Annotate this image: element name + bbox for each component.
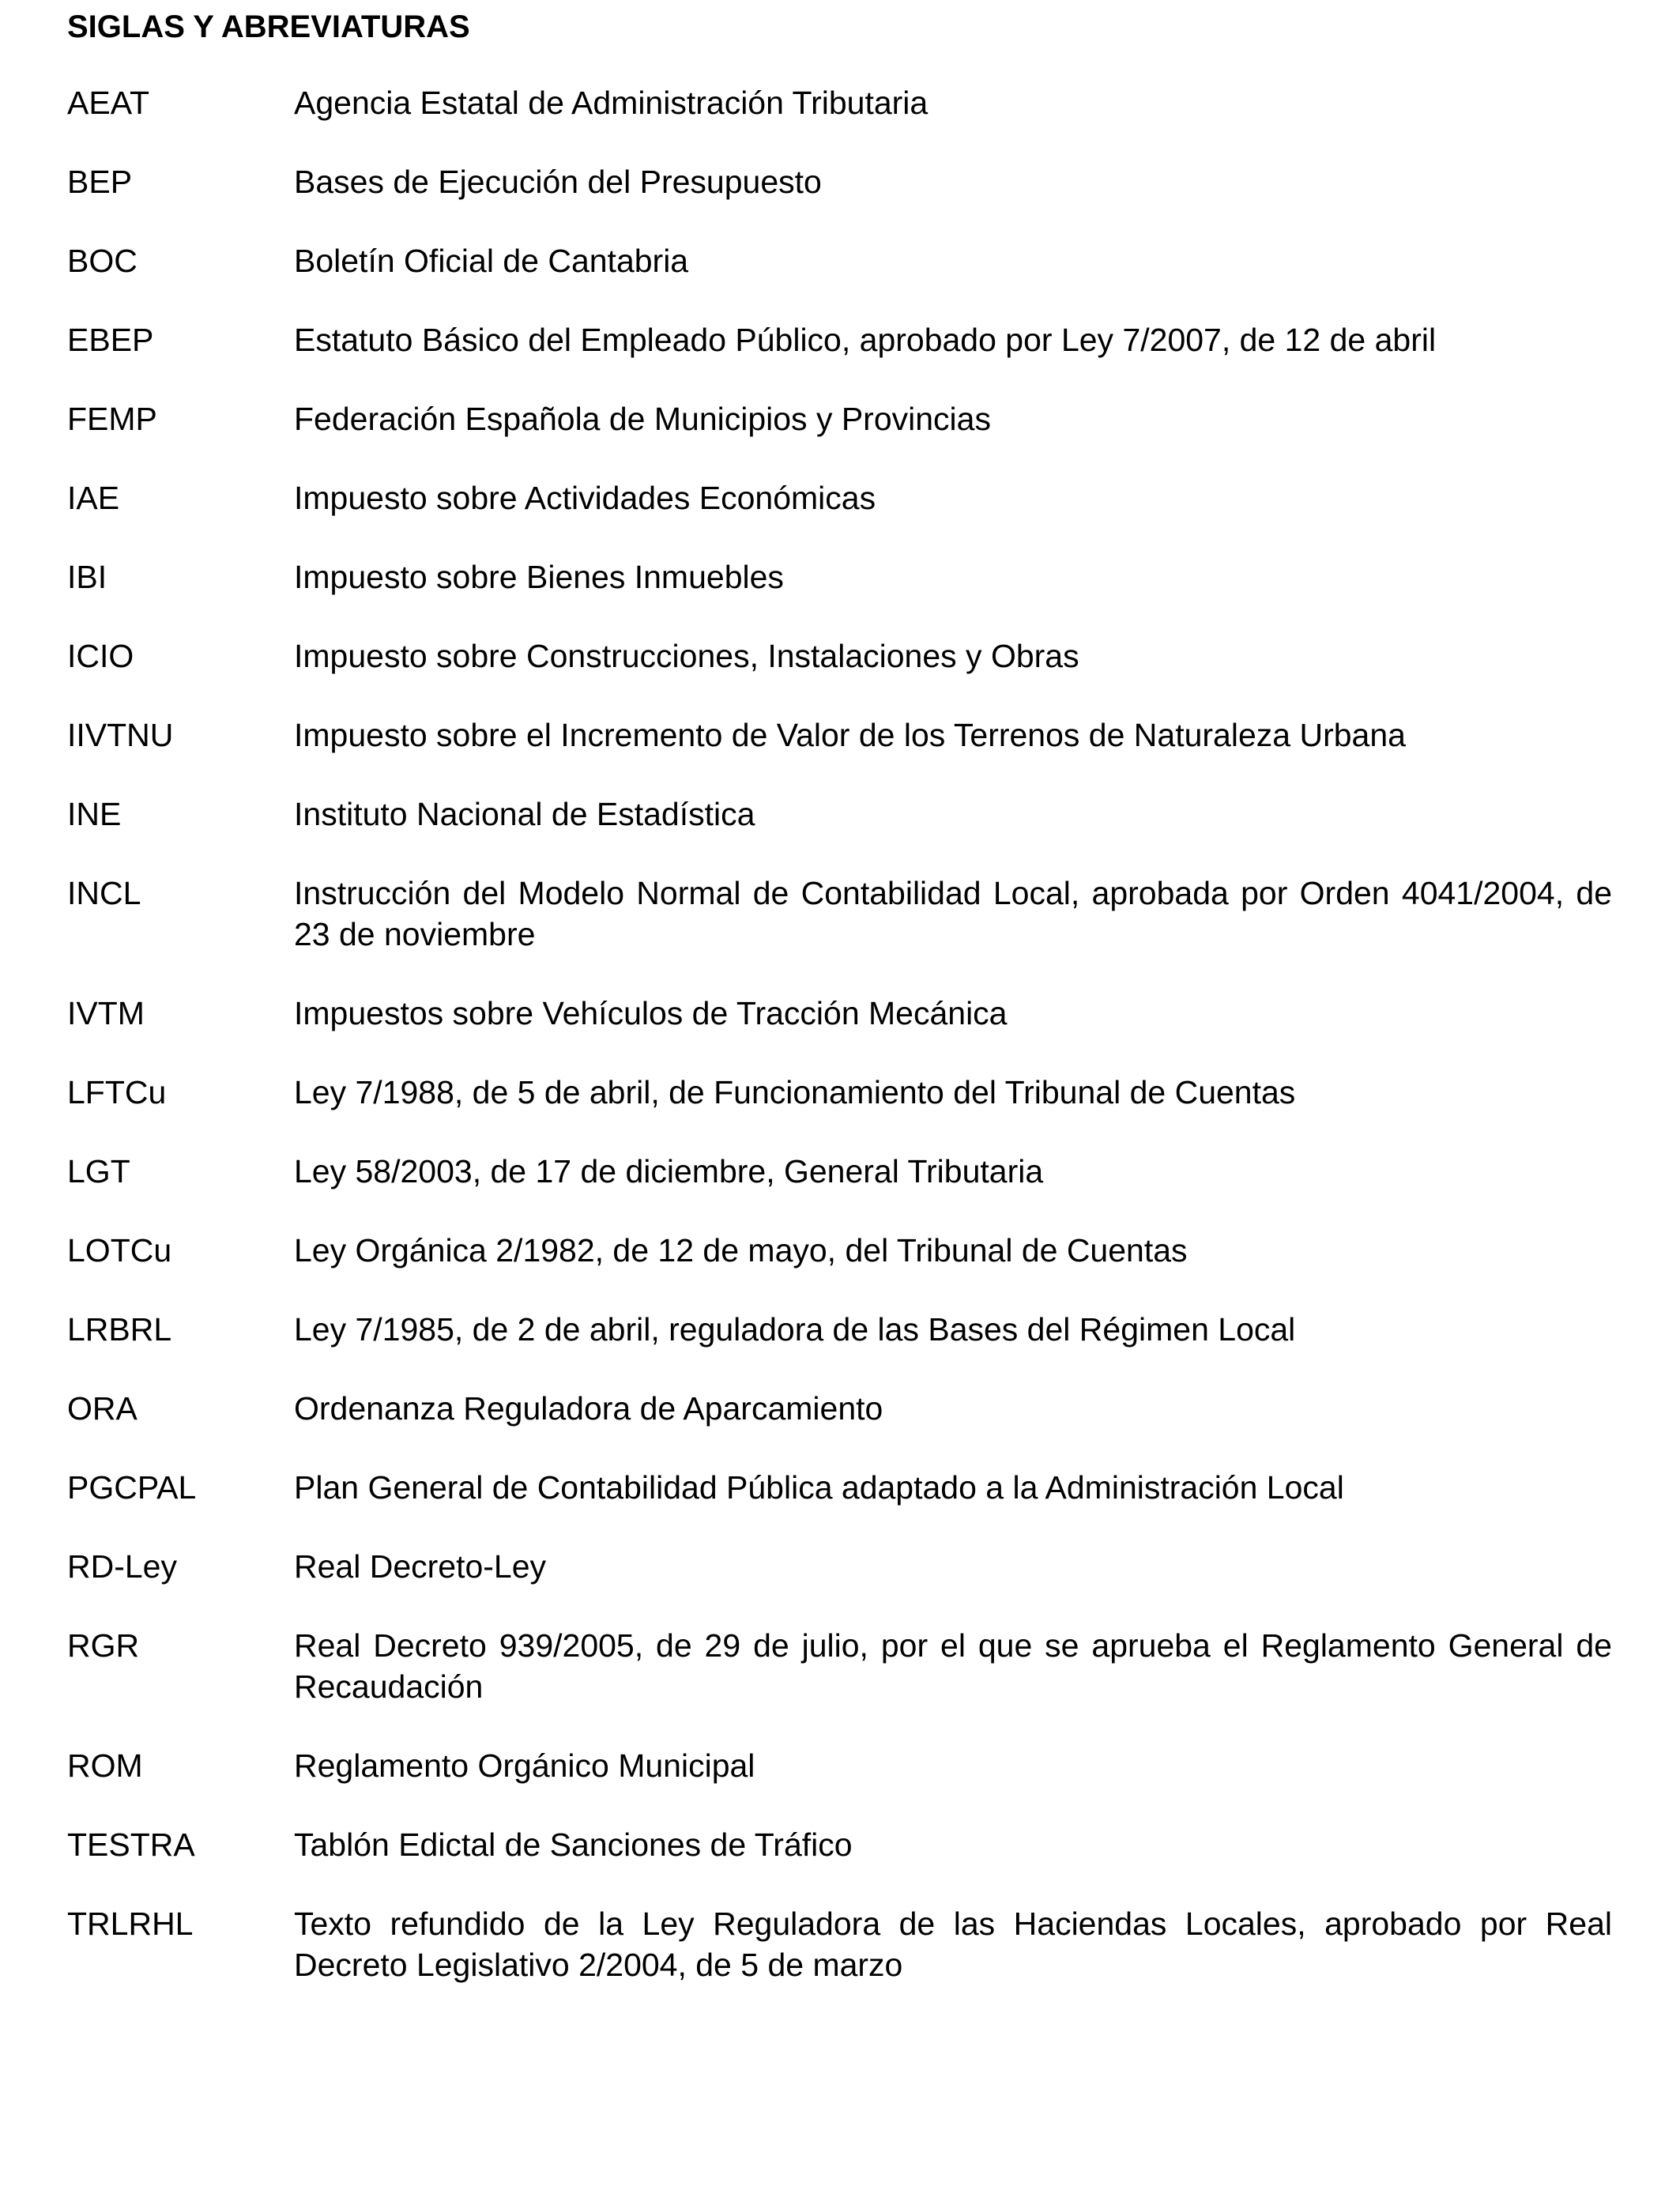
definition: Ordenanza Reguladora de Aparcamiento <box>294 1390 883 1427</box>
definition: Federación Española de Municipios y Provincias <box>294 401 991 437</box>
list-item <box>67 714 1612 756</box>
abbreviation: BEP <box>67 164 133 200</box>
abbreviation: ROM <box>67 1747 143 1784</box>
abbreviation: BOC <box>67 243 137 279</box>
page-title: SIGLAS Y ABREVIATURAS <box>67 9 470 44</box>
abbreviation: FEMP <box>67 401 157 437</box>
list-item <box>67 1824 1612 1865</box>
abbreviation: LGT <box>67 1153 130 1189</box>
abbreviation: IBI <box>67 559 107 595</box>
list-item <box>67 477 1612 518</box>
list-item <box>67 1388 1612 1429</box>
abbreviation: PGCPAL <box>67 1469 197 1506</box>
abbreviation: EBEP <box>67 322 154 358</box>
definition: Texto refundido de la Ley Reguladora de las Haciendas Locales, aprobado por Real Decreto Legislativo 2/2004, de 5 de marzo <box>294 1906 1612 1983</box>
list-item <box>67 1467 1612 1508</box>
list-item <box>67 1151 1612 1192</box>
list-item <box>67 873 1612 955</box>
list-item <box>67 794 1612 835</box>
list-item <box>67 556 1612 598</box>
definition: Plan General de Contabilidad Pública adaptado a la Administración Local <box>294 1469 1344 1506</box>
definition: Impuestos sobre Vehículos de Tracción Mecánica <box>294 995 1008 1031</box>
definition: Tablón Edictal de Sanciones de Tráfico <box>294 1826 853 1863</box>
abbreviation: RGR <box>67 1627 140 1664</box>
abbreviation-list <box>67 82 1612 2023</box>
definition: Impuesto sobre Bienes Inmuebles <box>294 559 784 595</box>
definition: Impuesto sobre Actividades Económicas <box>294 480 876 516</box>
definition: Instituto Nacional de Estadística <box>294 796 755 832</box>
list-item <box>67 1072 1612 1113</box>
abbreviation: ORA <box>67 1390 137 1427</box>
list-item <box>67 82 1612 123</box>
list-item <box>67 1625 1612 1707</box>
abbreviation: TESTRA <box>67 1826 195 1863</box>
definition: Estatuto Básico del Empleado Público, aprobado por Ley 7/2007, de 12 de abril <box>294 322 1437 358</box>
abbreviation: ICIO <box>67 638 134 674</box>
definition: Impuesto sobre el Incremento de Valor de los Terrenos de Naturaleza Urbana <box>294 717 1406 753</box>
abbreviation: IAE <box>67 480 120 516</box>
abbreviation: INE <box>67 796 122 832</box>
definition: Ley 7/1985, de 2 de abril, reguladora de las Bases del Régimen Local <box>294 1311 1296 1348</box>
definition: Ley 7/1988, de 5 de abril, de Funcionamiento del Tribunal de Cuentas <box>294 1074 1296 1110</box>
definition: Ley 58/2003, de 17 de diciembre, General Tributaria <box>294 1153 1044 1189</box>
definition: Real Decreto-Ley <box>294 1548 547 1585</box>
list-item <box>67 319 1612 360</box>
list-item <box>67 635 1612 677</box>
definition: Real Decreto 939/2005, de 29 de julio, por el que se aprueba el Reglamento General de Recaudación <box>294 1627 1612 1705</box>
list-item <box>67 1546 1612 1587</box>
definition: Agencia Estatal de Administración Tributaria <box>294 85 929 121</box>
abbreviation: RD-Ley <box>67 1548 177 1585</box>
definition: Boletín Oficial de Cantabria <box>294 243 689 279</box>
list-item <box>67 161 1612 202</box>
list-item <box>67 1309 1612 1350</box>
definition: Reglamento Orgánico Municipal <box>294 1747 755 1784</box>
abbreviation: LFTCu <box>67 1074 167 1110</box>
definition: Ley Orgánica 2/1982, de 12 de mayo, del Tribunal de Cuentas <box>294 1232 1188 1269</box>
abbreviation: IIVTNU <box>67 717 174 753</box>
abbreviation: IVTM <box>67 995 145 1031</box>
abbreviation: LRBRL <box>67 1311 172 1348</box>
abbreviation: TRLRHL <box>67 1906 194 1942</box>
definition: Bases de Ejecución del Presupuesto <box>294 164 822 200</box>
list-item <box>67 1903 1612 1985</box>
list-item <box>67 993 1612 1034</box>
definition: Impuesto sobre Construcciones, Instalaciones y Obras <box>294 638 1079 674</box>
definition: Instrucción del Modelo Normal de Contabilidad Local, aprobada por Orden 4041/2004, de 23 de noviembre <box>294 875 1612 952</box>
list-item <box>67 240 1612 281</box>
list-item <box>67 398 1612 439</box>
list-item <box>67 1745 1612 1786</box>
abbreviation: INCL <box>67 875 141 911</box>
abbreviation: AEAT <box>67 85 150 121</box>
list-item <box>67 1230 1612 1271</box>
abbreviation: LOTCu <box>67 1232 172 1269</box>
